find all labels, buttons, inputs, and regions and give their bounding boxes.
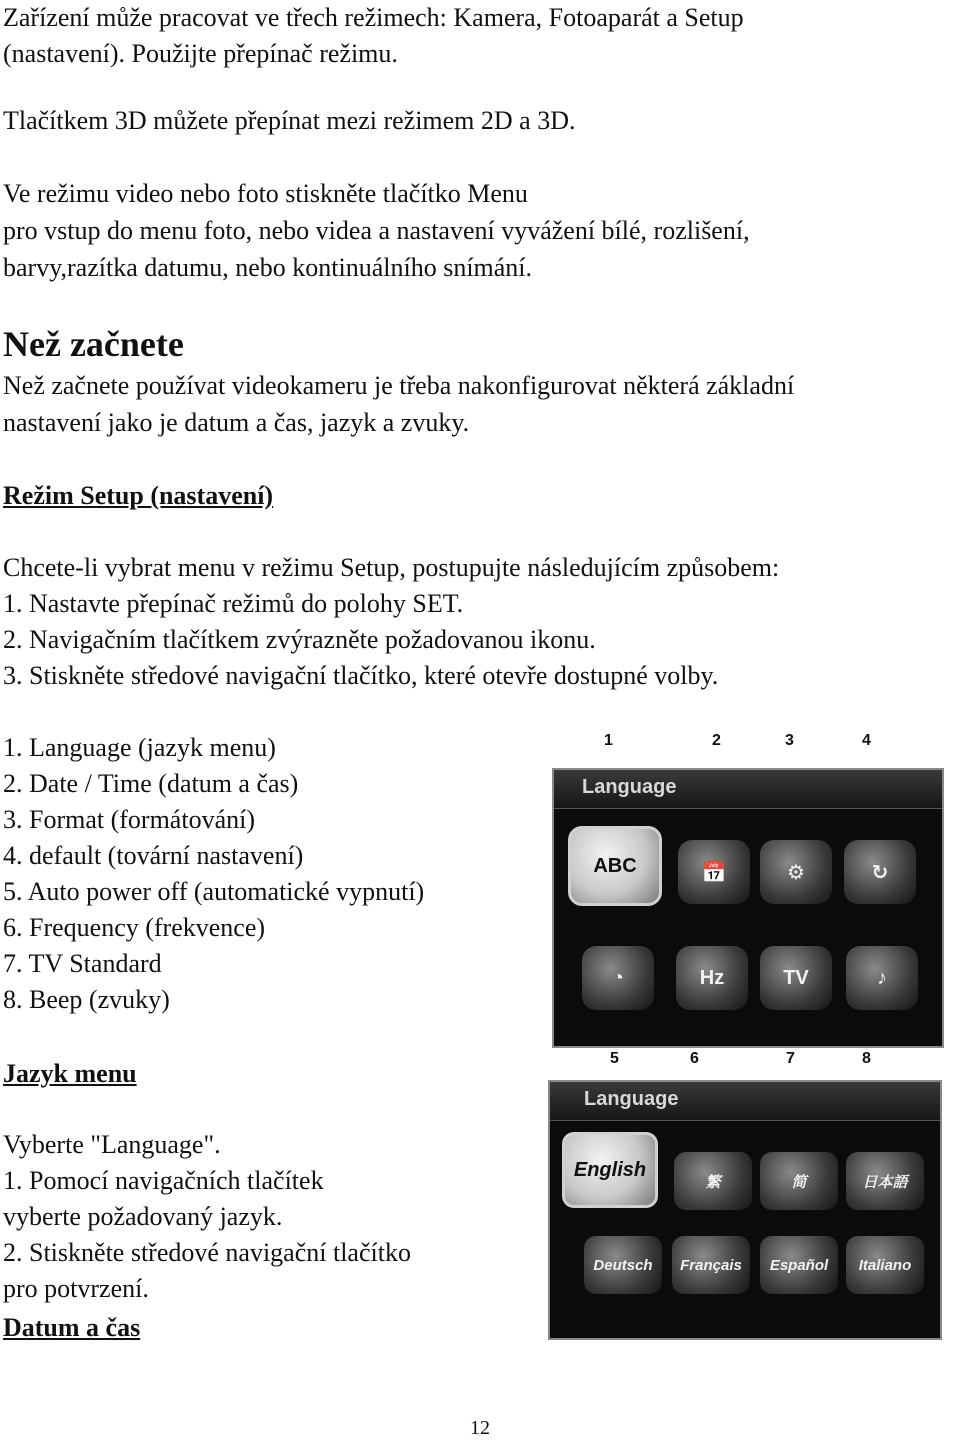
section-heading-language: Jazyk menu <box>3 1059 137 1088</box>
figure-callout-number: 8 <box>862 1050 871 1067</box>
figure-callout-number: 2 <box>712 732 721 749</box>
language-option-spanish: Español <box>760 1236 838 1294</box>
figure-callout-number: 7 <box>786 1050 795 1067</box>
setup-menu-screenshot <box>552 768 944 1048</box>
menu-list-item: 6. Frequency (frekvence) <box>3 913 266 942</box>
tv-icon: TV <box>760 946 832 1010</box>
language-option-english: English <box>562 1132 658 1208</box>
list-item: 2. Navigačním tlačítkem zvýrazněte požadovanou ikonu. <box>3 625 596 654</box>
language-option-italian: Italiano <box>846 1236 924 1294</box>
list-item: 3. Stiskněte středové navigační tlačítko, které otevře dostupné volby. <box>3 661 719 690</box>
paragraph-line: Vyberte "Language". <box>3 1130 221 1159</box>
paragraph-line: Chcete-li vybrat menu v režimu Setup, postupujte následujícím způsobem: <box>3 553 780 582</box>
screen-title: Language <box>582 776 677 798</box>
intro-line: pro vstup do menu foto, nebo videa a nastavení vyvážení bílé, rozlišení, <box>3 216 750 245</box>
figure-callout-number: 6 <box>690 1050 699 1067</box>
menu-list-item: 7. TV Standard <box>3 949 162 978</box>
intro-line: Ve režimu video nebo foto stiskněte tlačítko Menu <box>3 179 528 208</box>
menu-list-item: 2. Date / Time (datum a čas) <box>3 769 299 798</box>
figure-callout-number: 5 <box>610 1050 619 1067</box>
clock-icon: ◔ <box>582 946 654 1010</box>
menu-list-item: 8. Beep (zvuky) <box>3 985 170 1014</box>
screen-title: Language <box>584 1088 679 1110</box>
section-heading-setup: Režim Setup (nastavení) <box>3 481 274 510</box>
menu-list-item: 3. Format (formátování) <box>3 805 255 834</box>
language-option-traditional-chinese: 繁 <box>674 1152 752 1210</box>
figure-callout-number: 3 <box>785 732 794 749</box>
paragraph-line: Než začnete používat videokameru je třeba nakonfigurovat některá základní <box>3 371 795 400</box>
list-item: pro potvrzení. <box>3 1274 149 1303</box>
list-item: 1. Pomocí navigačních tlačítek <box>3 1166 324 1195</box>
page-number: 12 <box>470 1417 490 1439</box>
list-item: 1. Nastavte přepínač režimů do polohy SET. <box>3 589 464 618</box>
menu-list-item: 4. default (tovární nastavení) <box>3 841 304 870</box>
hz-icon: Hz <box>676 946 748 1010</box>
language-option-german: Deutsch <box>584 1236 662 1294</box>
refresh-icon: ↻ <box>844 840 916 904</box>
intro-line: Zařízení může pracovat ve třech režimech: Kamera, Fotoaparát a Setup <box>3 3 744 32</box>
list-item: 2. Stiskněte středové navigační tlačítko <box>3 1238 411 1267</box>
figure-callout-number: 4 <box>862 732 871 749</box>
list-item: vyberte požadovaný jazyk. <box>3 1202 283 1231</box>
menu-list-item: 5. Auto power off (automatické vypnutí) <box>3 877 425 906</box>
intro-line: barvy,razítka datumu, nebo kontinuálního snímání. <box>3 253 533 282</box>
language-icon: ABC <box>568 826 662 906</box>
calendar-icon: 📅 <box>678 840 750 904</box>
intro-line: Tlačítkem 3D můžete přepínat mezi režimem 2D a 3D. <box>3 106 576 135</box>
paragraph-line: nastavení jako je datum a čas, jazyk a zvuky. <box>3 408 470 437</box>
menu-list-item: 1. Language (jazyk menu) <box>3 733 276 762</box>
language-menu-screenshot <box>548 1080 942 1340</box>
figure-callout-number: 1 <box>604 732 613 749</box>
language-option-japanese: 日本語 <box>846 1152 924 1210</box>
language-option-simplified-chinese: 简 <box>760 1152 838 1210</box>
section-heading-datetime: Datum a čas <box>3 1313 141 1342</box>
language-option-french: Français <box>672 1236 750 1294</box>
section-heading-before: Než začnete <box>3 324 184 364</box>
sound-icon: ♪ <box>846 946 918 1010</box>
gear-icon: ⚙ <box>760 840 832 904</box>
intro-line: (nastavení). Použijte přepínač režimu. <box>3 39 398 68</box>
